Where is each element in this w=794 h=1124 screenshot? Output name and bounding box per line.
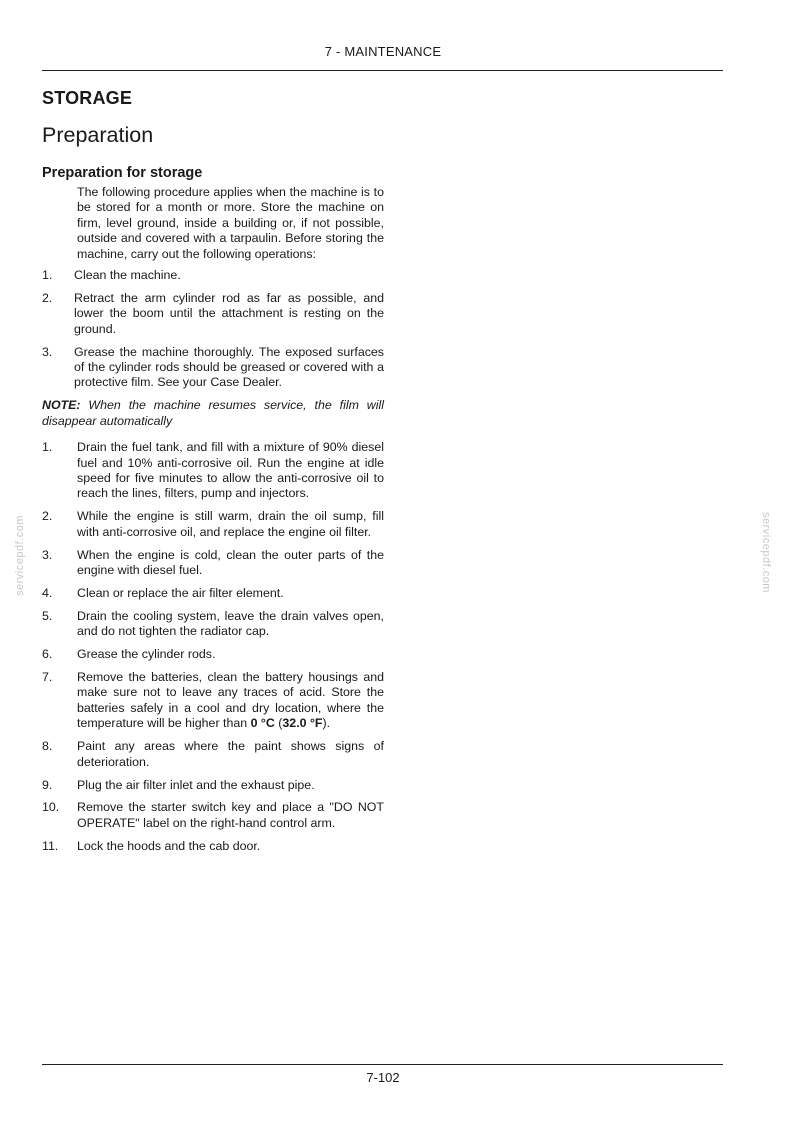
step-text: Clean the machine. xyxy=(74,268,181,283)
page-header-section: 7 - MAINTENANCE xyxy=(324,44,442,59)
list-item xyxy=(42,440,384,502)
step-number: 6. xyxy=(42,647,53,662)
step-text: Paint any areas where the paint shows signs of deterioration. xyxy=(77,739,384,769)
preparation-sub-steps xyxy=(42,268,384,391)
page-subtitle: Preparation xyxy=(42,123,154,147)
step-number: 8. xyxy=(42,739,53,754)
step-number: 1. xyxy=(42,268,53,283)
step-text: Drain the cooling system, leave the drain valves open, and do not tighten the radiator cap. xyxy=(77,608,384,639)
note-text: When the machine resumes service, the film will disappear automatically xyxy=(42,398,384,428)
watermark-right: servicepdf.com xyxy=(760,512,772,593)
storage-steps xyxy=(42,440,384,854)
step-text: Grease the machine thoroughly. The exposed surfaces of the cylinder rods should be greased or covered with a protective film. See your Case Dealer. xyxy=(74,344,384,390)
list-item xyxy=(42,647,384,662)
step-text: While the engine is still warm, drain the oil sump, fill with anti-corrosive oil, and replace the engine oil filter. xyxy=(77,509,384,539)
step-number: 11. xyxy=(42,838,59,853)
note-label: NOTE: xyxy=(42,398,81,413)
footer-rule xyxy=(42,1064,723,1065)
list-item xyxy=(42,778,384,793)
section-heading: Preparation for storage xyxy=(42,165,203,181)
list-item xyxy=(42,839,384,854)
step-number: 2. xyxy=(42,509,53,524)
page-content xyxy=(42,88,384,862)
step-number: 4. xyxy=(42,585,53,600)
step-number: 9. xyxy=(42,777,53,792)
step-text-part: ( xyxy=(274,716,283,731)
list-item xyxy=(42,586,384,601)
list-item xyxy=(42,291,384,337)
step-text: Grease the cylinder rods. xyxy=(77,647,216,662)
step-number: 2. xyxy=(42,290,53,305)
step-number: 7. xyxy=(42,670,53,685)
step-number: 3. xyxy=(42,344,53,359)
note-block xyxy=(42,398,384,429)
list-item xyxy=(42,345,384,391)
step-text-part: ). xyxy=(322,716,331,731)
page-number: 7-102 xyxy=(366,1070,400,1085)
step-text-part: Remove the batteries, clean the battery housings and make sure not to leave any traces of acid. Store the batteries safely in a cool and dry location, where the temperature will be higher than xyxy=(77,670,384,731)
list-item xyxy=(42,268,384,283)
list-item xyxy=(42,670,384,732)
step-text: When the engine is cold, clean the outer parts of the engine with diesel fuel. xyxy=(77,547,384,578)
step-text: Plug the air filter inlet and the exhaust pipe. xyxy=(77,777,315,792)
step-text: Retract the arm cylinder rod as far as possible, and lower the boom until the attachment is resting on the ground. xyxy=(74,290,384,336)
list-item xyxy=(42,800,384,831)
list-item xyxy=(42,509,384,540)
step-number: 3. xyxy=(42,547,53,562)
step-number: 1. xyxy=(42,440,53,455)
step-text xyxy=(77,670,384,732)
intro-paragraph: The following procedure applies when the machine is to be stored for a month or more. Store the machine on firm, level ground, inside a building or, if not possible, outside and covered with a tarpaulin. Before storing the machine, carry out the following operations: xyxy=(77,185,384,261)
list-item xyxy=(42,739,384,770)
temperature-celsius: 0 °C xyxy=(250,716,275,731)
step-text: Drain the fuel tank, and fill with a mixture of 90% diesel fuel and 10% anti-corrosive oil. Run the engine at idle speed for five minutes to allow the anti-corrosive oil to reach the lines, filters, pump and injectors. xyxy=(77,440,384,501)
step-text: Remove the starter switch key and place a "DO NOT OPERATE" label on the right-hand control arm. xyxy=(77,800,384,830)
temperature-fahrenheit: 32.0 °F xyxy=(282,716,323,731)
list-item xyxy=(42,548,384,579)
page-title: STORAGE xyxy=(42,88,133,108)
step-number: 5. xyxy=(42,608,53,623)
step-text: Lock the hoods and the cab door. xyxy=(77,838,261,853)
step-number: 10. xyxy=(42,800,60,815)
watermark-left: servicepdf.com xyxy=(14,515,26,596)
step-text: Clean or replace the air filter element. xyxy=(77,585,284,600)
header-rule xyxy=(42,70,723,71)
list-item xyxy=(42,609,384,640)
